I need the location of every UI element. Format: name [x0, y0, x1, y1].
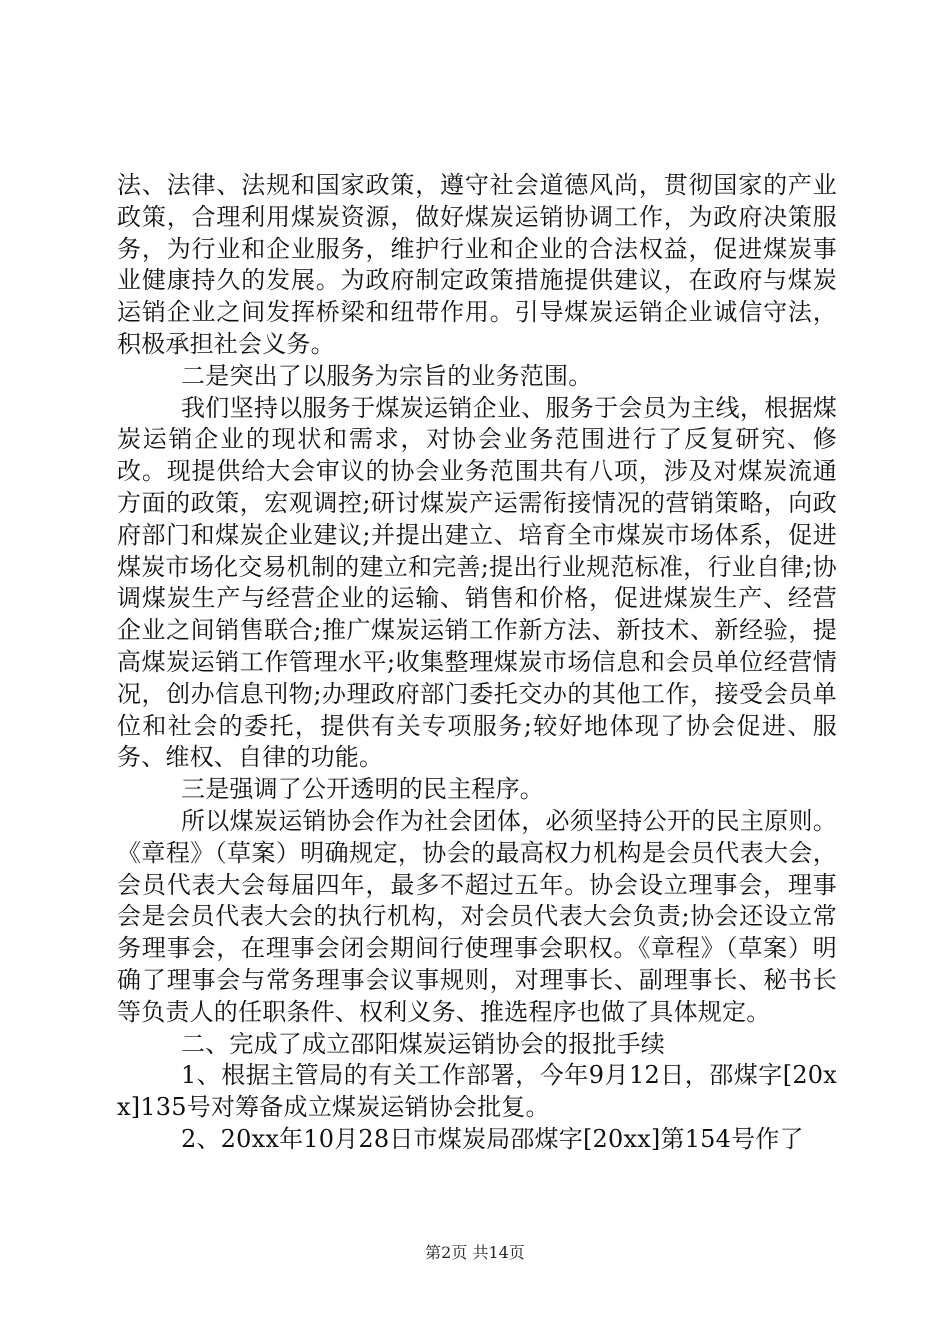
document-body: [117, 170, 837, 1156]
paragraph-2-heading: 二是突出了以服务为宗旨的业务范围。: [181, 361, 593, 390]
section-heading-2: 二、完成了成立邵阳煤炭运销协会的报批手续: [181, 1029, 665, 1058]
page-number-footer: 第2页 共14页: [425, 1243, 525, 1262]
paragraph-3: 我们坚持以服务于煤炭运销企业、服务于会员为主线，根据煤炭运销企业的现状和需求，对协会业务范围进行了反复研究、修改。现提供给大会审议的协会业务范围共有八项，涉及对煤炭流通方面的政策，宏观调控;研讨煤炭产运需衔接情况的营销策略，向政府部门和煤炭企业建议;并提出建立、培育全市煤炭市场体系，促进煤炭市场化交易机制的建立和完善;提出行业规范标准，行业自律;协调煤炭生产与经营企业的运输、销售和价格，促进煤炭生产、经营企业之间销售联合;推广煤炭运销工作新方法、新技术、新经验，提高煤炭运销工作管理水平;收集整理煤炭市场信息和会员单位经营情况，创办信息刊物;办理政府部门委托交办的其他工作，接受会员单位和社会的委托，提供有关专项服务;较好地体现了协会促进、服务、维权、自律的功能。: [117, 393, 837, 772]
paragraph-4-heading: 三是强调了公开透明的民主程序。: [181, 775, 544, 804]
paragraph-1: 法、法律、法规和国家政策，遵守社会道德风尚，贯彻国家的产业政策，合理利用煤炭资源，做好煤炭运销协调工作，为政府决策服务，为行业和企业服务，维护行业和企业的合法权益，促进煤炭事业健康持久的发展。为政府制定政策措施提供建议，在政府与煤炭运销企业之间发挥桥梁和纽带作用。引导煤炭运销企业诚信守法，积极承担社会义务。: [117, 171, 837, 358]
list-item-2: 2、20xx年10月28日市煤炭局邵煤字[20xx]第154号作了: [181, 1124, 804, 1153]
paragraph-5: 所以煤炭运销协会作为社会团体，必须坚持公开的民主原则。《章程》（草案）明确规定，协会的最高权力机构是会员代表大会，会员代表大会每届四年，最多不超过五年。协会设立理事会，理事会是会员代表大会的执行机构，对会员代表大会负责;协会还设立常务理事会，在理事会闭会期间行使理事会职权。《章程》（草案）明确了理事会与常务理事会议事规则，对理事长、副理事长、秘书长等负责人的任职条件、权利义务、推选程序也做了具体规定。: [117, 806, 837, 1026]
list-item-1: 1、根据主管局的有关工作部署，今年9月12日，邵煤字[20xx]135号对筹备成立煤炭运销协会批复。: [117, 1061, 837, 1122]
